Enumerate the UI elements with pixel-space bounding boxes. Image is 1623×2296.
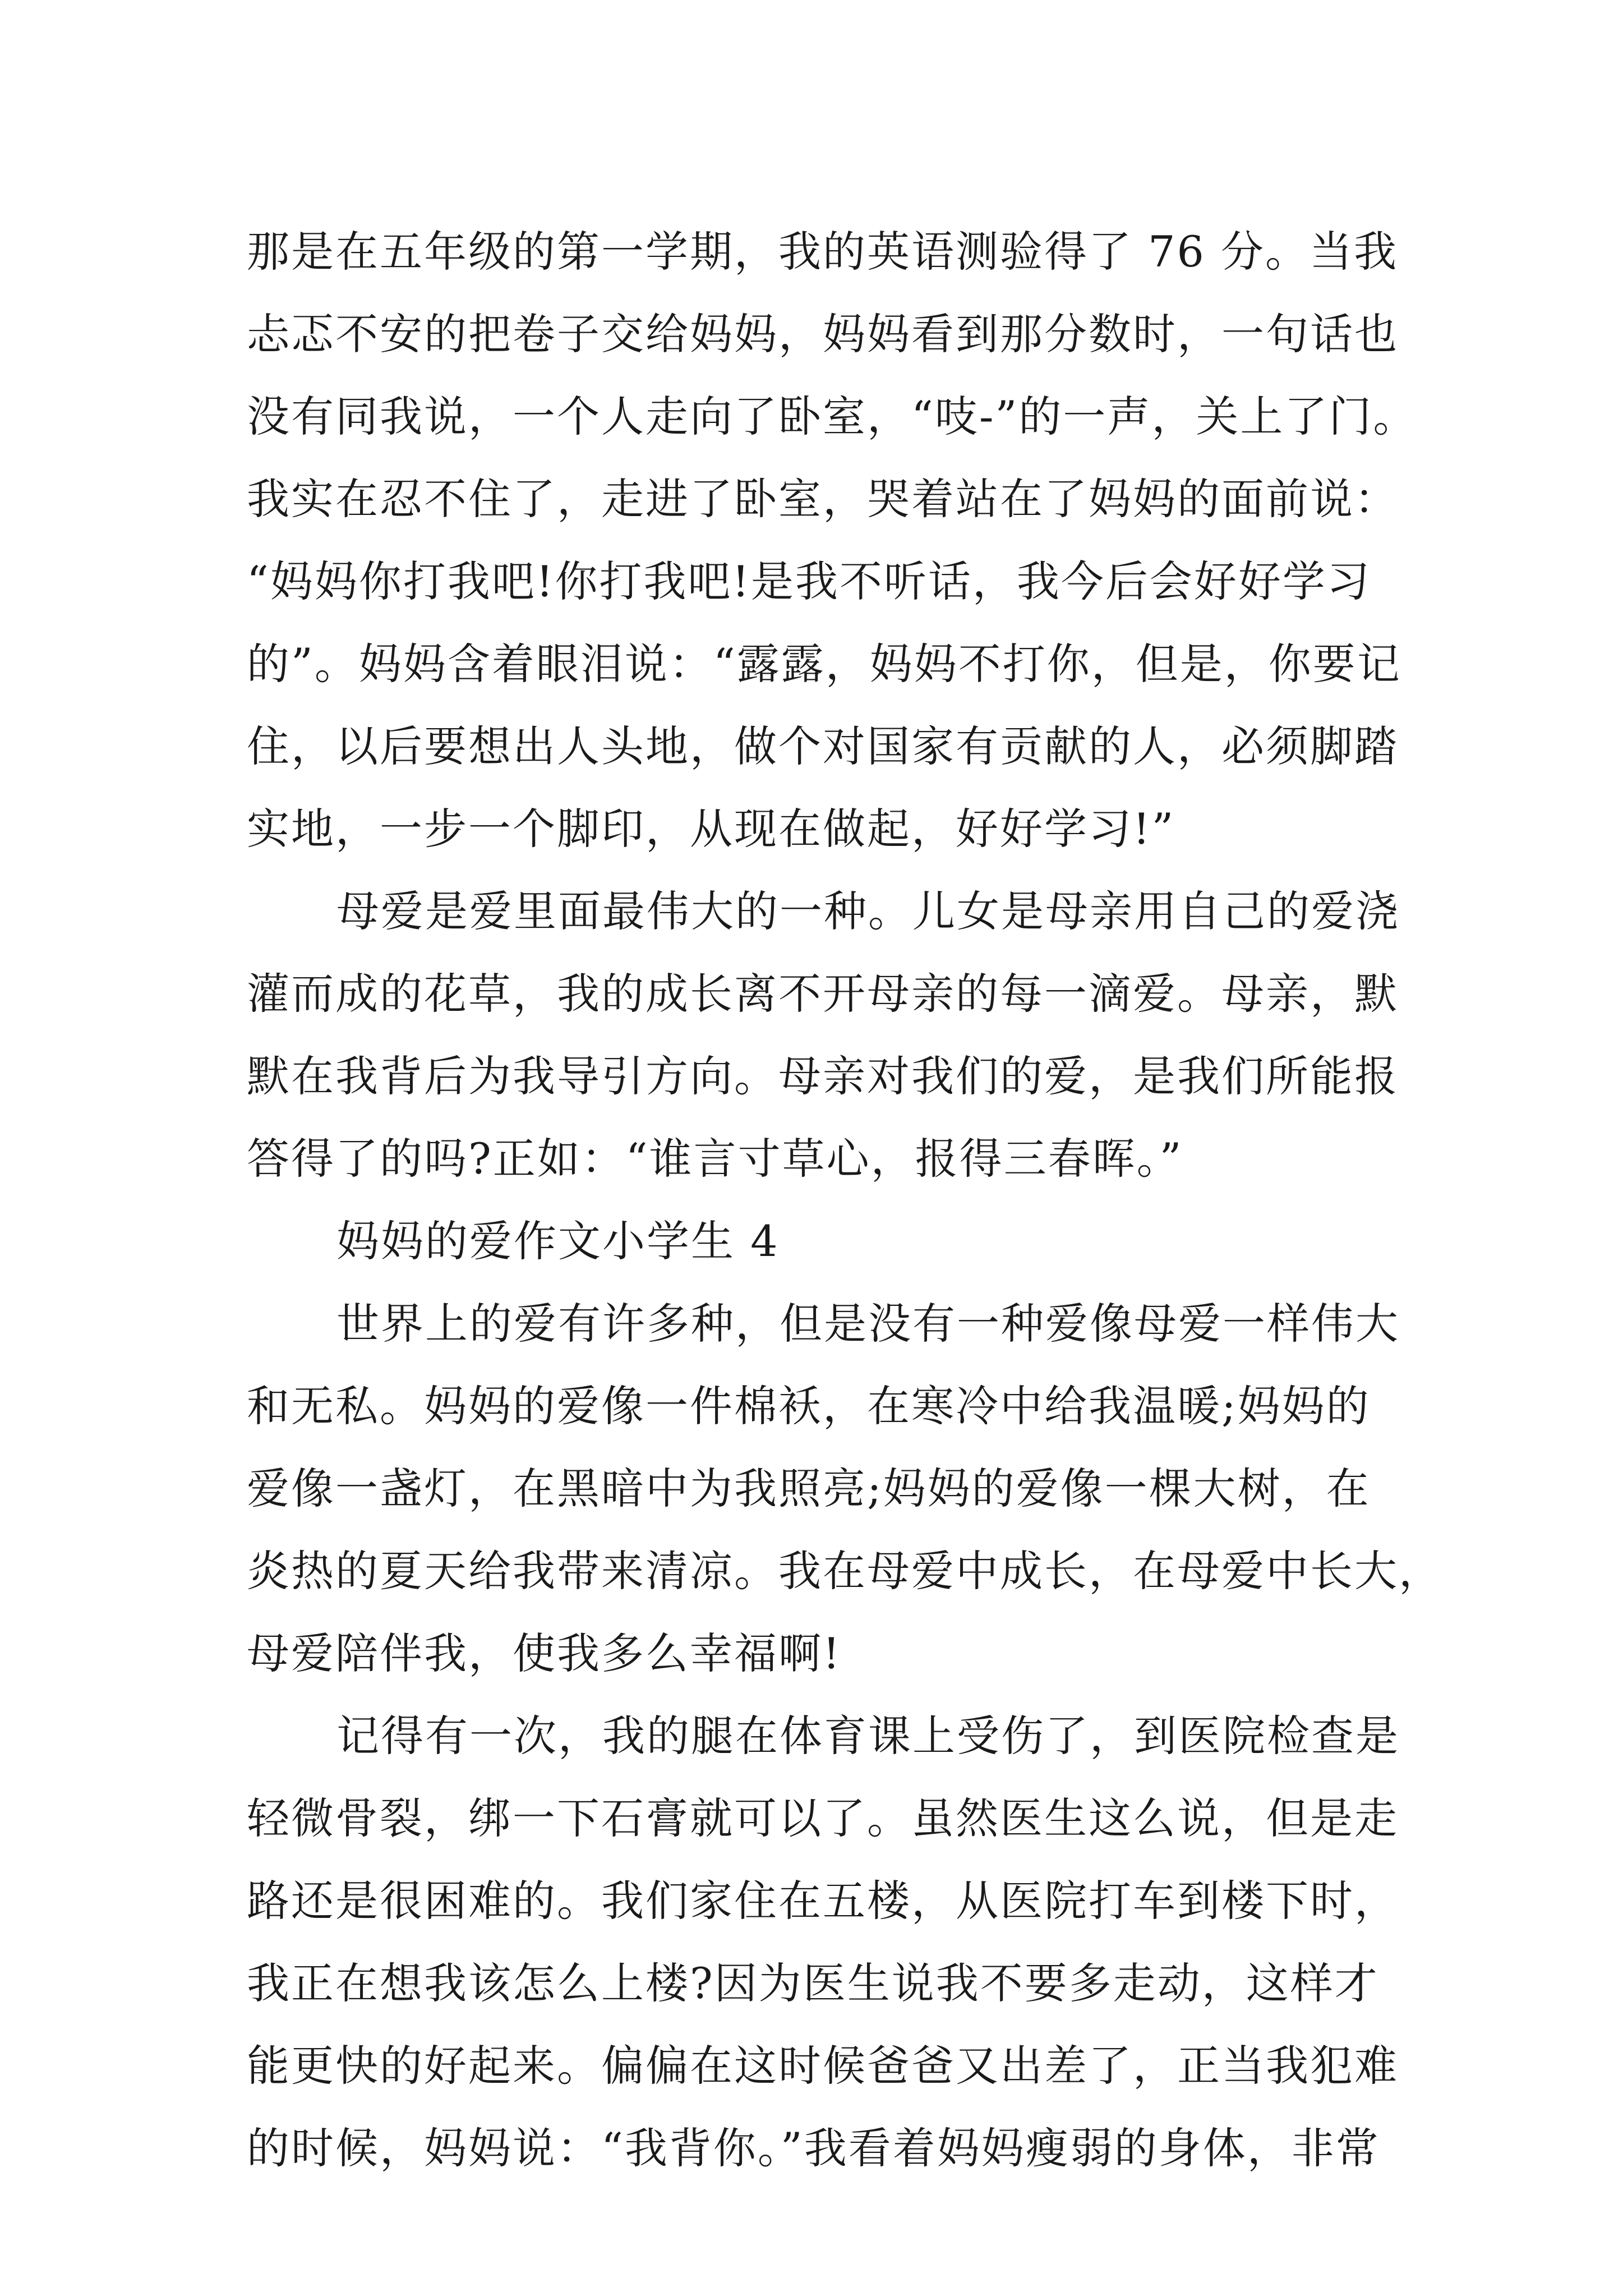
text-line: 实地，一步一个脚印，从现在做起，好好学习!” [247, 804, 1175, 854]
paragraph-start-line: 世界上的爱有许多种，但是没有一种爱像母爱一样伟大 [336, 1299, 1400, 1349]
text-line: 住，以后要想出人头地，做个对国家有贡献的人，必须脚踏 [247, 721, 1399, 771]
text-line: 炎热的夏天给我带来清凉。我在母爱中成长，在母爱中长大， [247, 1546, 1443, 1596]
section-heading: 妈妈的爱作文小学生 4 [336, 1216, 780, 1266]
essay-text [247, 210, 1443, 2189]
text-line: 和无私。妈妈的爱像一件棉袄，在寒冷中给我温暖;妈妈的 [247, 1381, 1371, 1431]
text-line: 那是在五年级的第一学期，我的英语测验得了 76 分。当我 [247, 227, 1399, 277]
text-line: 的”。妈妈含着眼泪说：“露露，妈妈不打你，但是，你要记 [247, 639, 1401, 689]
text-line: 忐忑不安的把卷子交给妈妈，妈妈看到那分数时，一句话也 [247, 309, 1399, 359]
text-line: 答得了的吗?正如：“谁言寸草心，报得三春晖。” [247, 1134, 1183, 1184]
paragraph-start-line: 母爱是爱里面最伟大的一种。儿女是母亲用自己的爱浇 [336, 886, 1400, 936]
text-line: 母爱陪伴我，使我多么幸福啊! [247, 1628, 842, 1678]
text-line: 我实在忍不住了，走进了卧室，哭着站在了妈妈的面前说： [247, 474, 1399, 524]
text-line: 轻微骨裂，绑一下石膏就可以了。虽然医生这么说，但是走 [247, 1793, 1399, 1843]
text-line: 我正在想我该怎么上楼?因为医生说我不要多走动，这样才 [247, 1958, 1379, 2008]
text-line: 能更快的好起来。偏偏在这时候爸爸又出差了，正当我犯难 [247, 2041, 1399, 2091]
text-line: “妈妈你打我吧!你打我吧!是我不听话，我今后会好好学习 [247, 556, 1371, 606]
text-line: 灌而成的花草，我的成长离不开母亲的每一滴爱。母亲，默 [247, 969, 1399, 1019]
text-line: 没有同我说，一个人走向了卧室，“吱-”的一声，关上了门。 [247, 392, 1418, 441]
text-line: 路还是很困难的。我们家住在五楼，从医院打车到楼下时， [247, 1876, 1399, 1926]
paragraph-start-line: 记得有一次，我的腿在体育课上受伤了，到医院检查是 [336, 1711, 1400, 1761]
text-line: 的时候，妈妈说：“我背你。”我看着妈妈瘦弱的身体，非常 [247, 2123, 1380, 2173]
text-line: 默在我背后为我导引方向。母亲对我们的爱，是我们所能报 [247, 1051, 1399, 1101]
text-line: 爱像一盏灯，在黑暗中为我照亮;妈妈的爱像一棵大树，在 [247, 1464, 1371, 1513]
